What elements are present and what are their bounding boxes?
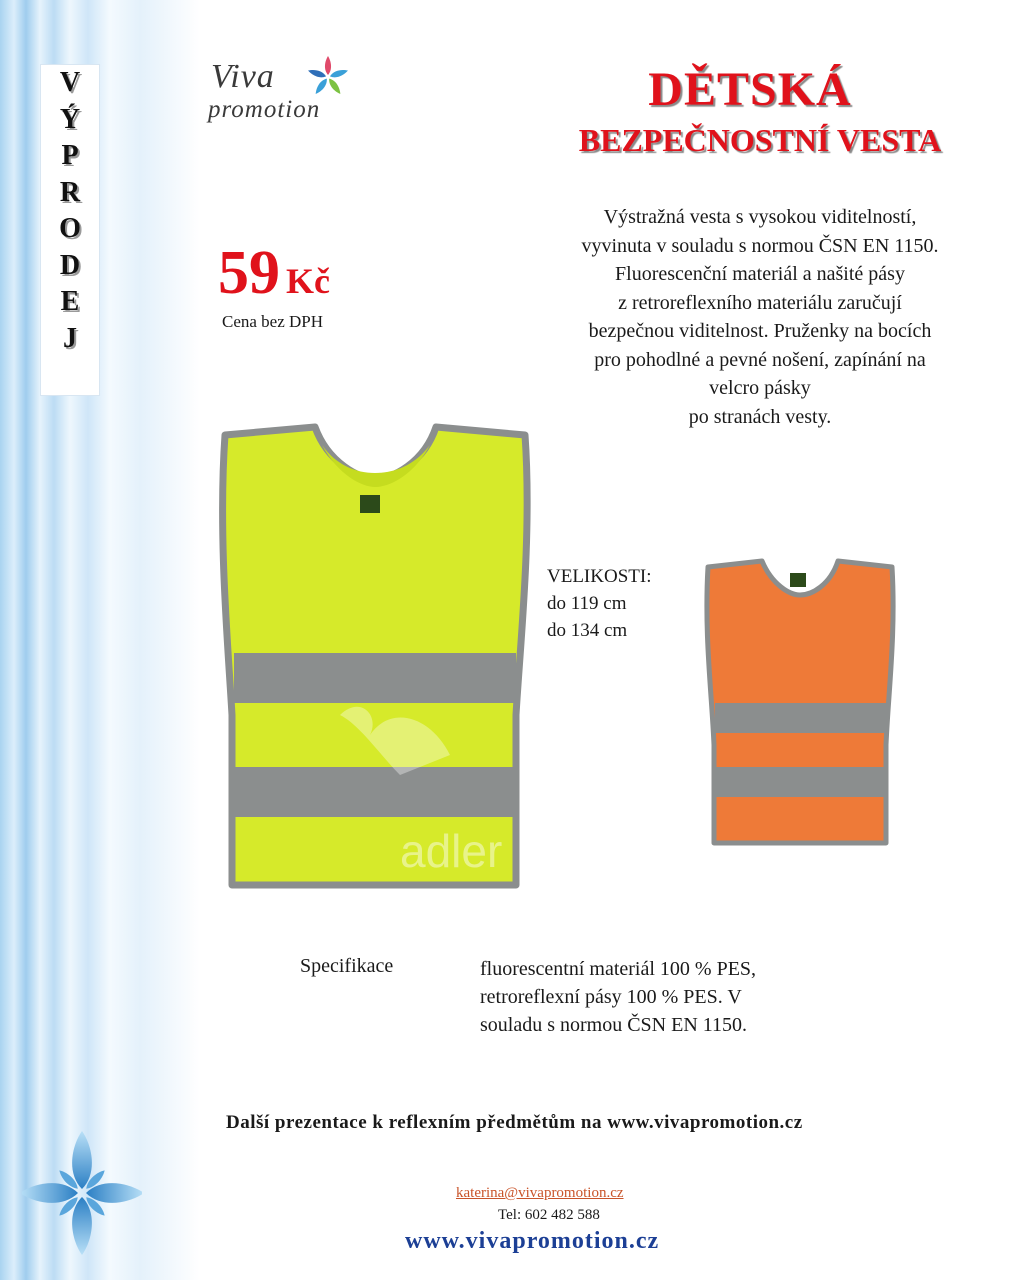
footer-email-link[interactable]: katerina@vivapromotion.cz bbox=[456, 1185, 624, 1201]
page-title: DĚTSKÁ bbox=[648, 63, 852, 116]
spec-line: retroreflexní pásy 100 % PES. V bbox=[480, 986, 742, 1008]
sale-letter: Ý bbox=[59, 103, 81, 135]
left-decorative-band bbox=[0, 0, 200, 1280]
spec-label: Specifikace bbox=[300, 955, 394, 977]
sale-letter: O bbox=[59, 213, 81, 244]
size-item: do 134 cm bbox=[547, 620, 628, 641]
product-description bbox=[500, 203, 1020, 431]
sale-letter: V bbox=[59, 67, 81, 98]
description-line: pro pohodlné a pevné nošení, zapínání na bbox=[594, 348, 926, 371]
page-subtitle: BEZPEČNOSTNÍ VESTA bbox=[578, 122, 942, 158]
description-line: po stranách vesty. bbox=[688, 405, 832, 428]
flower-icon bbox=[22, 1128, 142, 1258]
description-line: velcro pásky bbox=[709, 377, 811, 399]
size-item: do 119 cm bbox=[547, 593, 627, 614]
sale-letter: J bbox=[63, 322, 77, 354]
sale-letter: P bbox=[61, 140, 79, 171]
footer-website-link[interactable]: www.vivapromotion.cz bbox=[405, 1228, 660, 1254]
sale-letter: D bbox=[59, 249, 81, 281]
watermark-text: adler bbox=[400, 825, 503, 877]
logo-text-promotion: promotion bbox=[208, 96, 321, 123]
price bbox=[218, 238, 330, 309]
sizes-block bbox=[547, 563, 651, 644]
sale-letter: E bbox=[60, 286, 80, 317]
description-line: Fluorescenční materiál a našité pásy bbox=[615, 263, 905, 285]
price-currency: Kč bbox=[286, 261, 330, 301]
spec-text bbox=[480, 955, 880, 1039]
yellow-vest-image bbox=[210, 415, 540, 895]
footer-phone: Tel: 602 482 588 bbox=[498, 1207, 600, 1223]
company-logo bbox=[205, 52, 355, 142]
sizes-label: VELIKOSTI: bbox=[547, 566, 652, 587]
logo-star-icon bbox=[305, 54, 351, 100]
description-line: Výstražná vesta s vysokou viditelností, bbox=[603, 206, 917, 228]
spec-line: fluorescentní materiál 100 % PES, bbox=[480, 958, 757, 980]
logo-text-viva: Viva bbox=[211, 58, 275, 95]
description-line: bezpečnou viditelnost. Pruženky na bocích bbox=[588, 320, 932, 342]
price-value: 59 bbox=[218, 239, 280, 307]
description-line: z retroreflexního materiálu zaručují bbox=[618, 291, 902, 314]
spec-line: souladu s normou ČSN EN 1150. bbox=[480, 1014, 748, 1036]
sale-letter: R bbox=[59, 176, 81, 208]
orange-vest-image bbox=[700, 555, 900, 850]
description-line: vyvinuta v souladu s normou ČSN EN 1150. bbox=[581, 234, 939, 257]
vertical-sale-word bbox=[40, 64, 100, 396]
footer-more-presentations: Další prezentace k reflexním předmětům na www.vivapromotion.cz bbox=[226, 1112, 803, 1133]
price-note: Cena bez DPH bbox=[222, 312, 324, 331]
